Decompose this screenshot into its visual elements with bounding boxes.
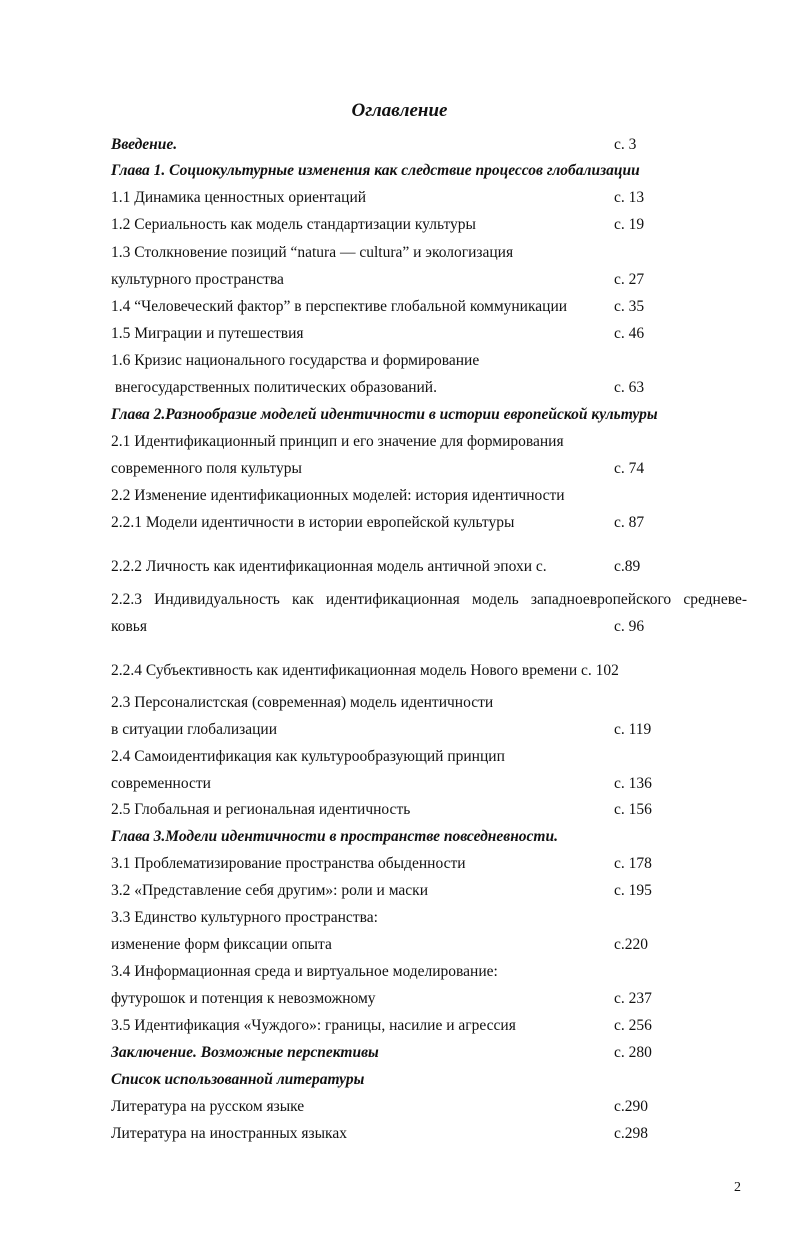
toc-entry-lit-russian: Литература на русском языке xyxy=(111,1098,305,1115)
toc-entry-1-1: 1.1 Динамика ценностных ориентаций xyxy=(111,189,367,206)
toc-entry-1-2: 1.2 Сериальность как модель стандартизации культуры xyxy=(111,216,476,233)
toc-entry-2-2: 2.2 Изменение идентификационных моделей: история идентичности xyxy=(111,487,565,504)
toc-page-conclusion: с. 280 xyxy=(614,1044,652,1061)
toc-chapter-1: Глава 1. Социокультурные изменения как следствие процессов глобализации xyxy=(111,162,640,179)
toc-entry-3-4-line1: 3.4 Информационная среда и виртуальное моделирование: xyxy=(111,963,498,980)
toc-chapter-3: Глава 3.Модели идентичности в пространстве повседневности. xyxy=(111,828,558,845)
toc-entry-3-1: 3.1 Проблематизирование пространства обыденности xyxy=(111,855,466,872)
toc-entry-1-4: 1.4 “Человеческий фактор” в перспективе глобальной коммуникации xyxy=(111,298,568,315)
toc-page-3-3: с.220 xyxy=(614,936,649,953)
toc-page-1-3: с. 27 xyxy=(614,271,645,288)
toc-page-1-1: с. 13 xyxy=(614,189,645,206)
toc-page-1-6: с. 63 xyxy=(614,379,645,396)
toc-chapter-2: Глава 2.Разнообразие моделей идентичности в истории европейской культуры xyxy=(111,406,658,423)
toc-entry-2-2-1: 2.2.1 Модели идентичности в истории европейской культуры xyxy=(111,514,515,531)
toc-entry-2-4-line1: 2.4 Самоидентификация как культурообразующий принцип xyxy=(111,748,505,765)
toc-page-2-2-3: с. 96 xyxy=(614,618,645,635)
toc-page-3-2: с. 195 xyxy=(614,882,652,899)
toc-entry-2-1-line1: 2.1 Идентификационный принцип и его значение для формирования xyxy=(111,433,564,450)
toc-entry-1-6-line2: внегосударственных политических образований. xyxy=(111,379,437,396)
toc-entry-conclusion: Заключение. Возможные перспективы xyxy=(111,1044,379,1061)
toc-entry-1-6-line1: 1.6 Кризис национального государства и формирование xyxy=(111,352,480,369)
toc-page-2-2-2: с.89 xyxy=(614,558,641,575)
toc-entry-2-2-4: 2.2.4 Субъективность как идентификационная модель Нового времени с. 102 xyxy=(111,662,619,679)
toc-page-3-4: с. 237 xyxy=(614,990,652,1007)
toc-entry-introduction: Введение. xyxy=(111,136,178,153)
toc-entry-2-4-line2: современности xyxy=(111,775,211,792)
toc-entry-1-5: 1.5 Миграции и путешествия xyxy=(111,325,304,342)
toc-entry-3-3-line1: 3.3 Единство культурного пространства: xyxy=(111,909,378,926)
toc-entry-3-4-line2: футурошок и потенция к невозможному xyxy=(111,990,376,1007)
toc-entry-lit-foreign: Литература на иностранных языках xyxy=(111,1125,347,1142)
toc-page-2-3: с. 119 xyxy=(614,721,652,738)
toc-entry-2-1-line2: современного поля культуры xyxy=(111,460,302,477)
page-number: 2 xyxy=(734,1180,741,1195)
toc-entry-3-3-line2: изменение форм фиксации опыта xyxy=(111,936,332,953)
toc-entry-2-3-line1: 2.3 Персоналистская (современная) модель идентичности xyxy=(111,694,494,711)
toc-page-3-5: с. 256 xyxy=(614,1017,652,1034)
toc-page-introduction: с. 3 xyxy=(614,136,637,153)
toc-page-lit-foreign: с.298 xyxy=(614,1125,649,1142)
toc-page-2-2-1: с. 87 xyxy=(614,514,645,531)
toc-entry-1-3-line1: 1.3 Столкновение позиций “natura — cultura” и экологизация xyxy=(111,244,514,261)
toc-entry-2-2-2: 2.2.2 Личность как идентификационная модель античной эпохи с. xyxy=(111,558,547,575)
toc-entry-2-2-3-line2: ковья xyxy=(111,618,148,635)
toc-page-1-5: с. 46 xyxy=(614,325,645,342)
toc-entry-2-5: 2.5 Глобальная и региональная идентичность xyxy=(111,801,411,818)
toc-entry-3-5: 3.5 Идентификация «Чуждого»: границы, насилие и агрессия xyxy=(111,1017,516,1034)
toc-page-1-4: с. 35 xyxy=(614,298,645,315)
toc-page-3-1: с. 178 xyxy=(614,855,652,872)
toc-entry-3-2: 3.2 «Представление себя другим»: роли и маски xyxy=(111,882,428,899)
toc-page-lit-russian: с.290 xyxy=(614,1098,649,1115)
toc-page-2-1: с. 74 xyxy=(614,460,645,477)
toc-entry-literature: Список использованной литературы xyxy=(111,1071,365,1088)
toc-page-2-4: с. 136 xyxy=(614,775,652,792)
toc-page-1-2: с. 19 xyxy=(614,216,645,233)
page-title: Оглавление xyxy=(351,100,448,121)
toc-entry-2-3-line2: в ситуации глобализации xyxy=(111,721,277,738)
toc-entry-2-2-3-line1: 2.2.3 Индивидуальность как идентификационная модель западноевропейского средневе- xyxy=(111,591,747,608)
toc-entry-1-3-line2: культурного пространства xyxy=(111,271,284,288)
toc-page-2-5: с. 156 xyxy=(614,801,652,818)
